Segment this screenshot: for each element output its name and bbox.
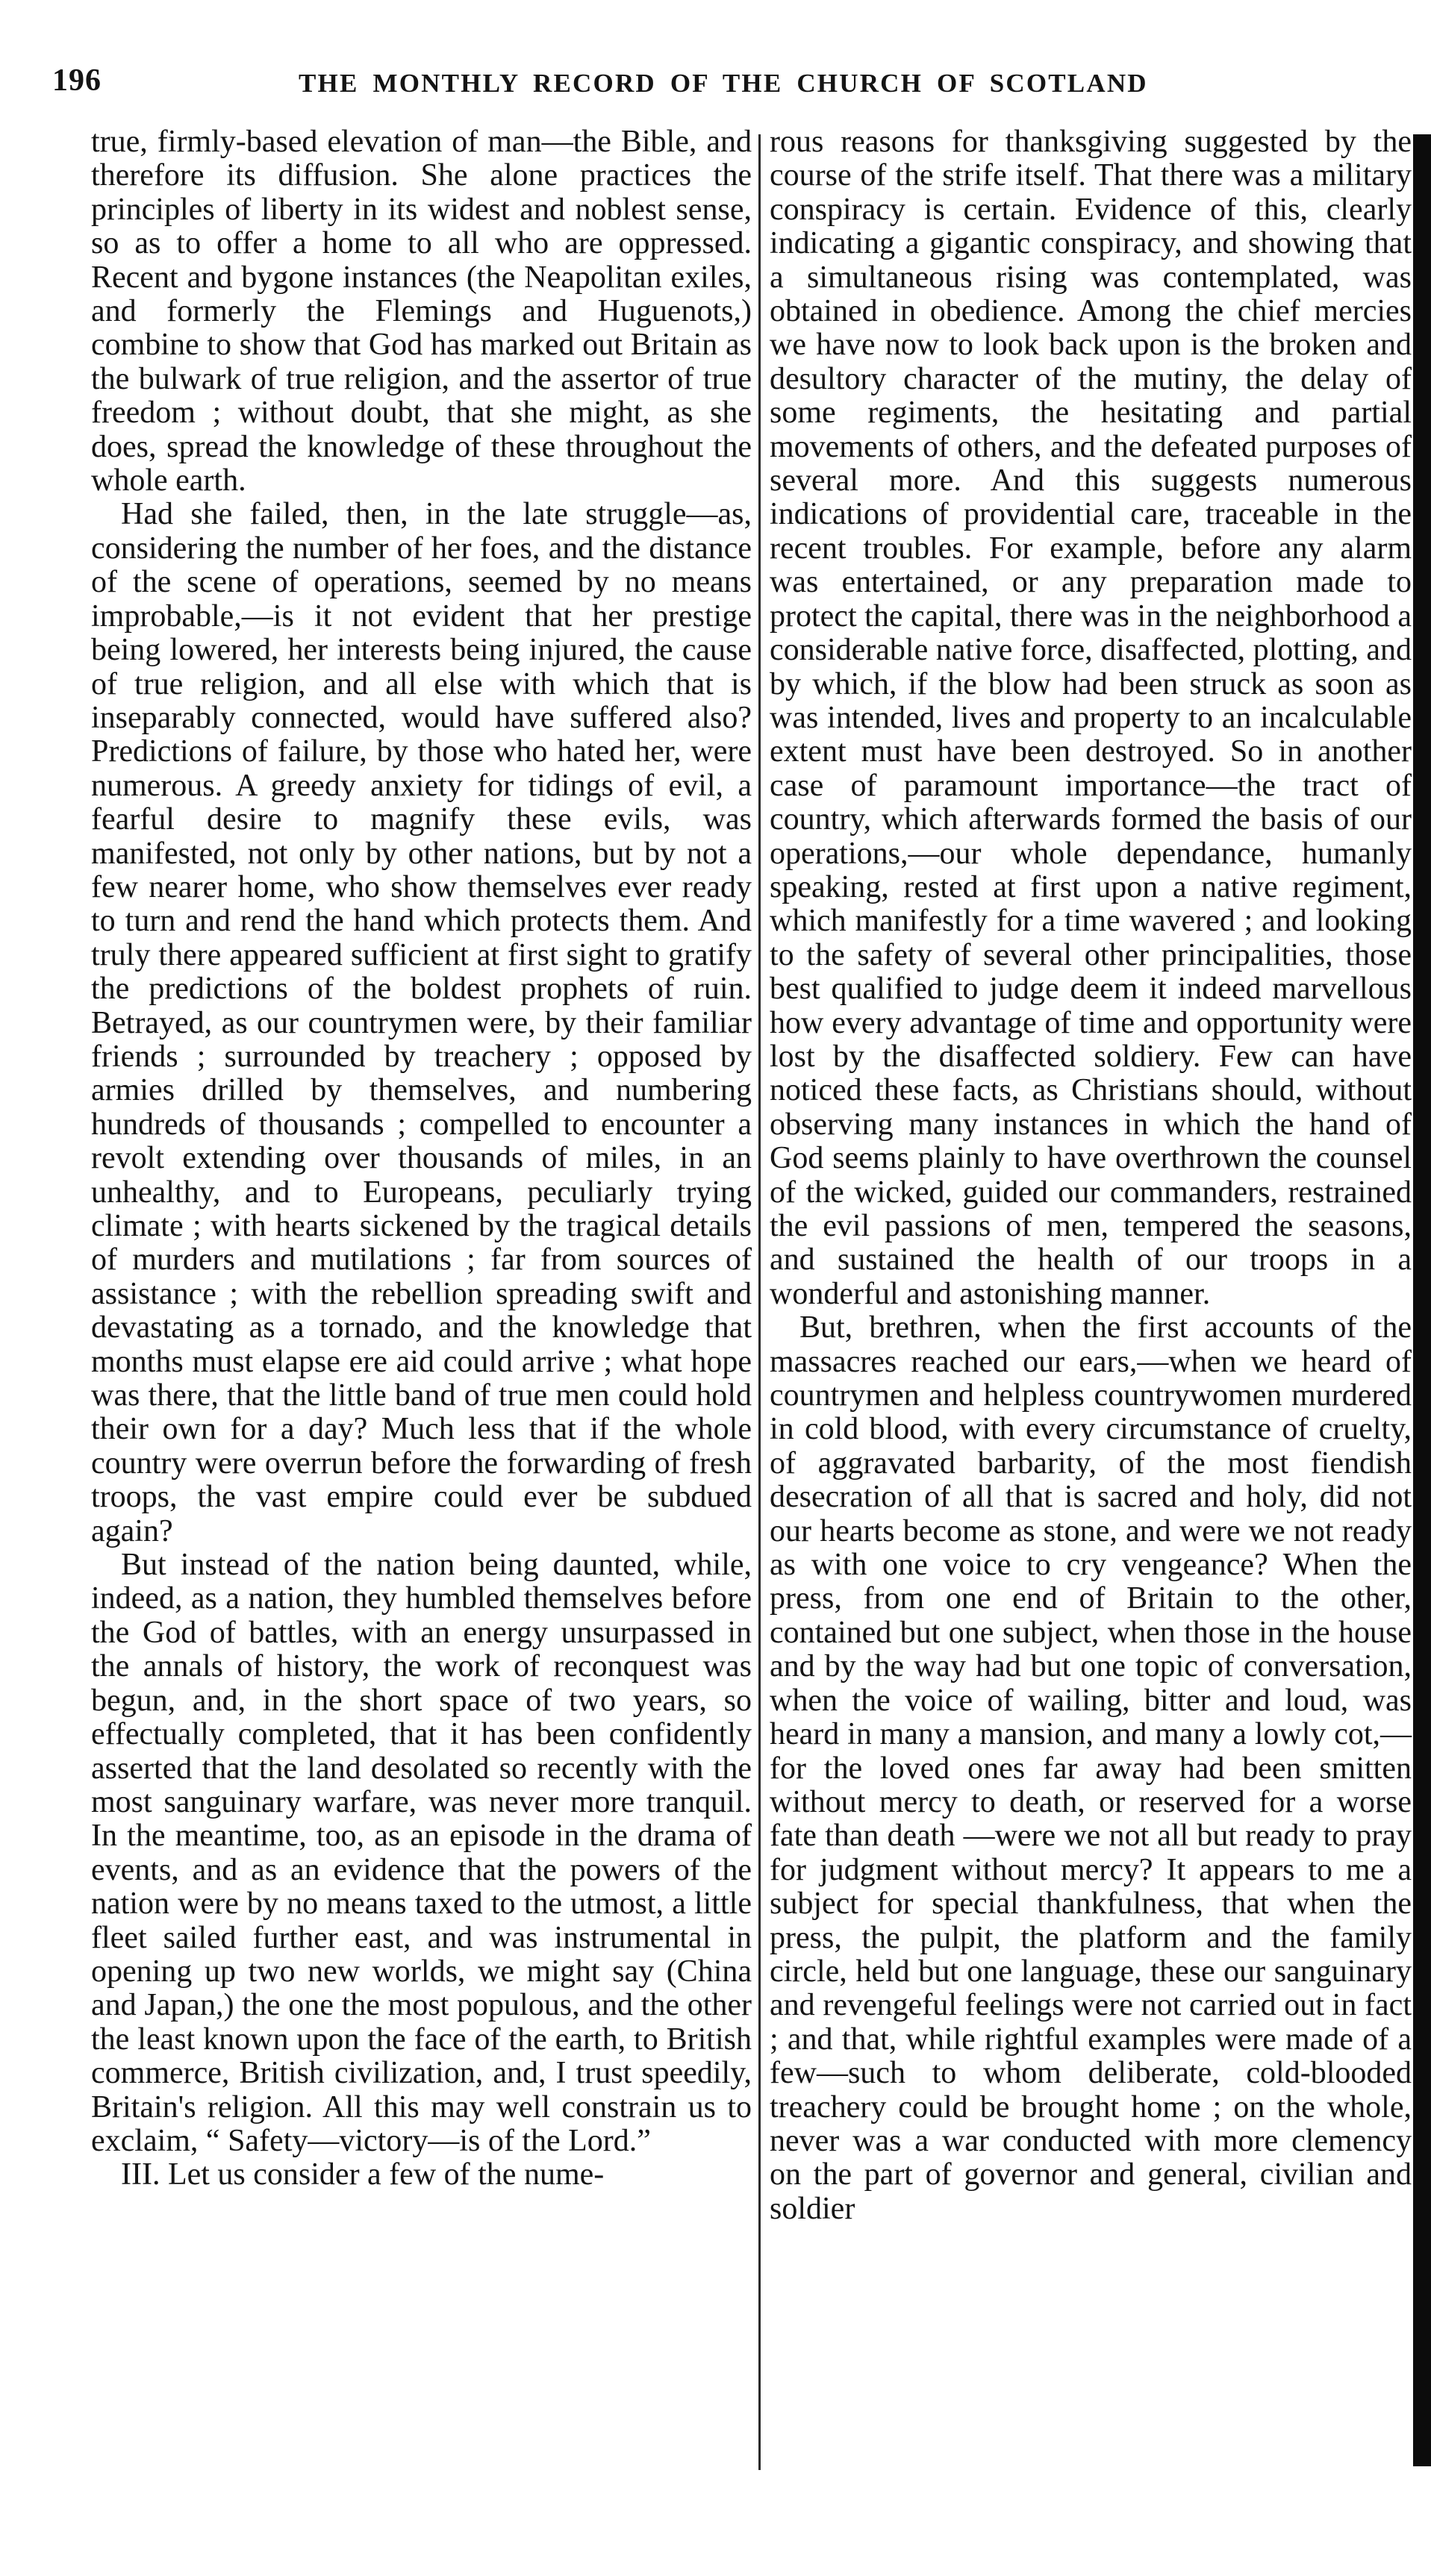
left-paragraph-2: Had she failed, then, in the late struggle—as, considering the number of her foes, and the distance of the scene of operations, seemed by no means improbable,—is it not evident that her prestige being lowered, her interests being injured, the cause of true religion, and all else with which that is inseparably connected, would have suffered also? Predictions of failure, by those who hated her, were numerous. A greedy anxiety for tidings of evil, a fearful desire to magnify these evils, was manifested, not only by other nations, but by not a few nearer home, who show themselves ever ready to turn and rend the hand which protects them. And truly there appeared sufficient at first sight to gratify the predictions of the boldest prophets of ruin. Betrayed, as our countrymen were, by their familiar friends ; surrounded by treachery ; opposed by armies drilled by themselves, and numbering hundreds of thousands ; compelled to encounter a revolt extending over thousands of miles, in an unhealthy, and to Europeans, peculiarly trying climate ; with hearts sickened by the tragical details of murders and mutilations ; far from sources of assistance ; with the rebellion spreading swift and devastating as a tornado, and the knowledge that months must elapse ere aid could arrive ; what hope was there, that the little band of true men could hold their own for a day? Much less that if the whole country were overrun before the forwarding of fresh troops, the vast empire could ever be subdued again? — [91, 497, 752, 1548]
right-paragraph-1: rous reasons for thanksgiving suggested by the course of the strife itself. That there was a military conspiracy is certain. Evidence of this, clearly indicating a gigantic conspiracy, and showing that a simultaneous rising was contemplated, was obtained in obedience. Among the chief mercies we have now to look back upon is the broken and desultory character of the mutiny, the delay of some regiments, the hesitating and partial movements of others, and the defeated purposes of several more. And this suggests numerous indications of providential care, traceable in the recent troubles. For example, before any alarm was entertained, or any preparation made to protect the capital, there was in the neighborhood a considerable native force, disaffected, plotting, and by which, if the blow had been struck as soon as was intended, lives and property to an incalculable extent must have been destroyed. So in another case of paramount importance—the tract of country, which afterwards formed the basis of our operations,—our whole dependance, humanly speaking, rested at first upon a native regiment, which manifestly for a time wavered ; and looking to the safety of several other principalities, those best qualified to judge deem it indeed marvellous how every advantage of time and opportunity were lost by the disaffected soldiery. Few can have noticed these facts, as Christians should, without observing many instances in which the hand of God seems plainly to have overthrown the counsel of the wicked, guided our commanders, restrained the evil passions of men, tempered the seasons, and sustained the health of our troops in a wonderful and astonishing manner. — [770, 125, 1412, 1311]
left-paragraph-3: But instead of the nation being daunted, while, indeed, as a nation, they humbled themselves before the God of battles, with an energy unsurpassed in the annals of history, the work of reconquest was begun, and, in the short space of two years, so effectually completed, that it has been confidently asserted that the land desolated so recently with the most sanguinary warfare, was never more tranquil. In the meantime, too, as an episode in the drama of events, and as an evidence that the powers of the nation were by no means taxed to the utmost, a little fleet sailed further east, and was instrumental in opening up two new worlds, we might say (China and Japan,) the one the most populous, and the other the least known upon the face of the earth, to British commerce, British civilization, and, I trust speedily, Britain's religion. All this may well constrain us to exclaim, “ Safety—victory—is of the Lord.” — [91, 1548, 752, 2158]
left-paragraph-1: true, firmly-based elevation of man—the Bible, and therefore its diffusion. She alone practices the principles of liberty in its widest and noblest sense, so as to offer a home to all who are oppressed. Recent and bygone instances (the Neapolitan exiles, and formerly the Flemings and Huguenots,) combine to show that God has marked out Britain as the bulwark of true religion, and the assertor of true freedom ; without doubt, that she might, as she does, spread the knowledge of these throughout the whole earth. — [91, 125, 752, 498]
running-head-title: THE MONTHLY RECORD OF THE CHURCH OF SCOTLAND — [299, 69, 1148, 98]
page-number: 196 — [52, 63, 102, 98]
left-paragraph-4: III. Let us consider a few of the nume- — [121, 2157, 605, 2192]
page-edge-shadow — [1413, 134, 1431, 2466]
left-column — [91, 125, 752, 2192]
column-divider — [758, 134, 761, 2470]
right-paragraph-2: But, brethren, when the first accounts of the massacres reached our ears,—when we heard of countrymen and helpless countrywomen murdered in cold blood, with every circumstance of cruelty, of aggravated barbarity, of the most fiendish desecration of all that is sacred and holy, did not our hearts become as stone, and were we not ready as with one voice to cry vengeance? When the press, from one end of Britain to the other, contained but one subject, when those in the house and by the way had but one topic of conversation, when the voice of wailing, bitter and loud, was heard in many a mansion, and many a lowly cot,—for the loved ones far away had been smitten without mercy to death, or reserved for a worse fate than death —were we not all but ready to pray for judgment without mercy? It appears to me a subject for special thankfulness, that when the press, the pulpit, the platform and the family circle, held but one language, these our sanguinary and revengeful feelings were not carried out in fact ; and that, while rightful examples were made of a few—such to whom deliberate, cold-blooded treachery could be brought home ; on the whole, never was a war conducted with more clemency on the part of governor and general, civilian and soldier — [770, 1310, 1412, 2226]
right-column — [770, 125, 1412, 2226]
